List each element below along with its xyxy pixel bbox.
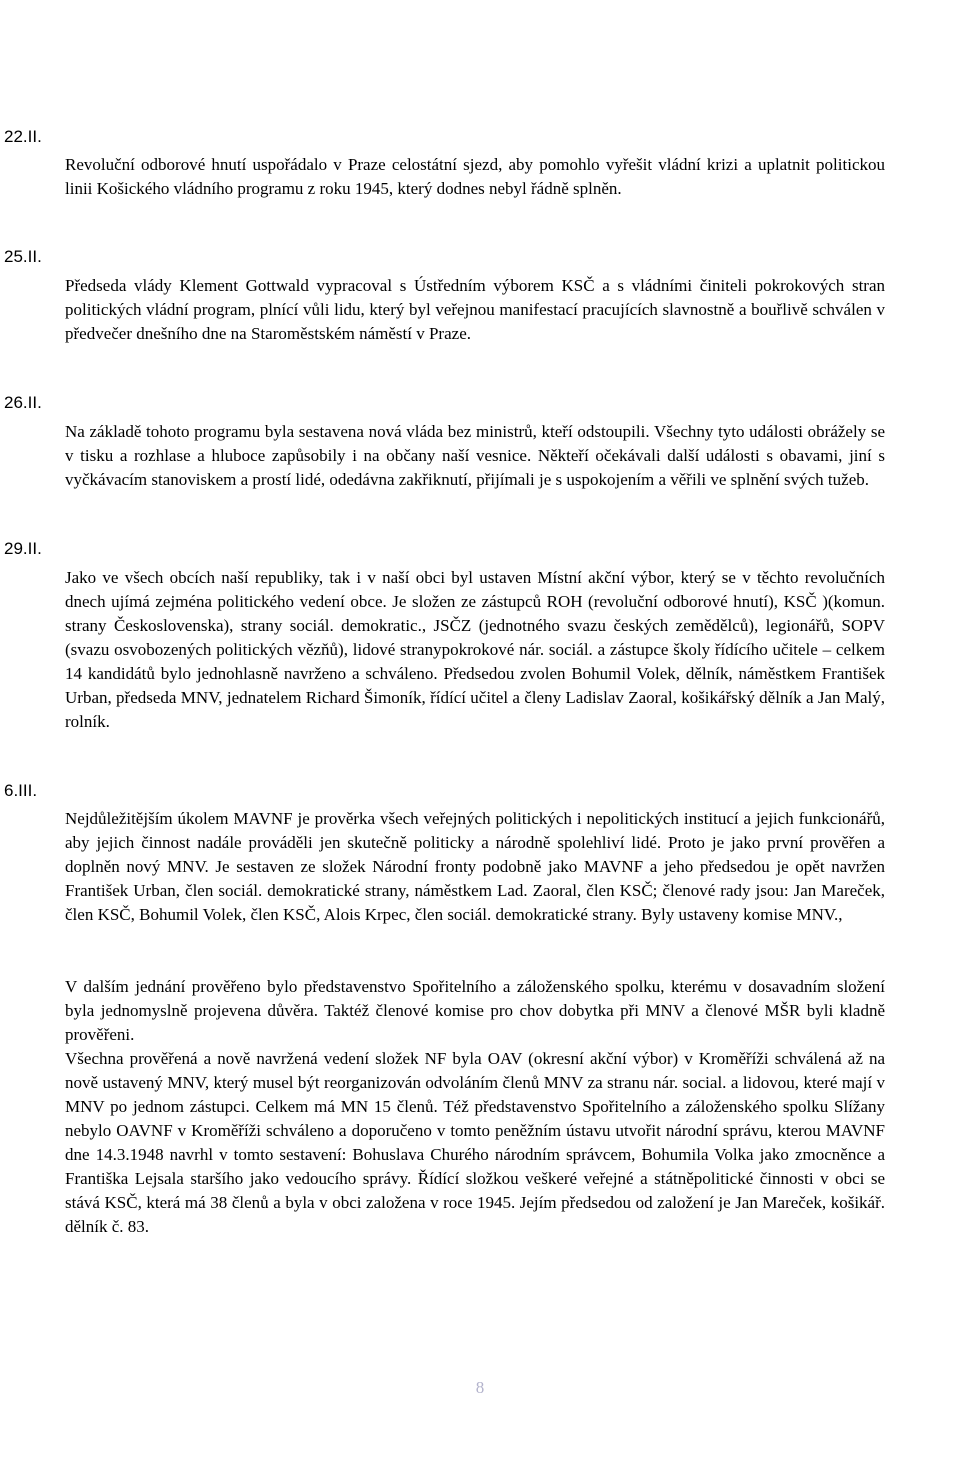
- entry-date: 22.II.: [4, 127, 42, 146]
- entry-paragraph: Všechna prověřená a nově navržená vedení složek NF byla OAV (okresní akční výbor) v Kroměříži schválená až na nově ustavený MNV, který musel být reorganizován odvoláním členů MNV za stranu nár. social. a lidovou, které mají v MNV po jednom zástupci. Celkem má MN 15 členů. Též představenstvo Spořitelního a záloženského spolku Slížany nebylo OAVNF v Kroměříži schváleno a doporučeno v tomto peněžním ústavu utvořit národní správu, kterou MAVNF dne 14.3.1948 navrhl v tomto sestavení: Bohuslava Churého národním správcem, Bohumila Volka jako zmocněnce a Františka Lejsala staršího jako vedoucího správy. Řídící složkou veškeré veřejné a státněpolitické činnosti v obci se stává KSČ, která má 38 členů a byla v obci založena v roce 1945. Jejím předsedou od založení je Jan Mareček, košikář. dělník č. 83.: [65, 1049, 885, 1236]
- page-number: 8: [475, 1378, 485, 1397]
- entry-paragraph: Předseda vlády Klement Gottwald vypracoval s Ústředním výborem KSČ a s vládními činiteli pokrokových stran politických vládní program, plnící vůli lidu, který byl veřejnou manifestací pracujících slavnostně a bouřlivě schválen v předvečer dnešního dne na Staroměstském náměstí v Praze.: [65, 276, 885, 343]
- entry-paragraph: Revoluční odborové hnutí uspořádalo v Praze celostátní sjezd, aby pomohlo vyřešit vládní krizi a uplatnit politickou linii Košického vládního programu z roku 1945, který dodnes nebyl řádně splněn.: [65, 155, 885, 198]
- entry-date: 26.II.: [4, 393, 42, 412]
- entry-paragraph: V dalším jednání prověřeno bylo představenstvo Spořitelního a záloženského spolku, kterému v dosavadním složení byla jednomyslně projevena důvěra. Taktéž členové komise pro chov dobytka při MNV a členové MŠR byli kladně prověřeni.: [65, 977, 885, 1044]
- entry-paragraph: Jako ve všech obcích naší republiky, tak i v naší obci byl ustaven Místní akční výbor, který se v těchto revolučních dnech ujímá zejména politického vedení obce. Je složen ze zástupců ROH (revoluční odborové hnutí), KSČ )(komun. strany Československa), strany sociál. demokratic., JSČZ (jednotného svazu českých zemědělců), legionářů, SOPV (svazu osvobozených politických vězňů), lidové stranypokrokové nár. sociál. a zástupce školy řídícího učitele – celkem 14 kandidátů bylo jednohlasně navrženo a schváleno. Předsedou zvolen Bohumil Volek, dělník, náměstkem František Urban, předseda MNV, jednatelem Richard Šimoník, řídící učitel a členy Ladislav Zaoral, košikářský dělník a Jan Malý, rolník.: [65, 568, 885, 731]
- entry-paragraph: Na základě tohoto programu byla sestavena nová vláda bez ministrů, kteří odstoupili. Všechny tyto události obrážely se v tisku a rozhlase a hluboce zapůsobily i na občany naší vesnice. Někteří očekávali další události s obavami, jiní s vyčkávacím stanoviskem a prostí lidé, odedávna zakřiknutí, přijímali je s uspokojením a věřili ve splnění svých tužeb.: [65, 422, 885, 489]
- entry-date: 25.II.: [4, 247, 42, 266]
- entry-date: 6.III.: [4, 781, 38, 800]
- entry-date: 29.II.: [4, 539, 42, 558]
- entry-paragraph: Nejdůležitějším úkolem MAVNF je prověrka všech veřejných politických i nepolitických institucí a jejich funkcionářů, aby jejich činnost nadále prováděli jen skutečně politicky a národně spolehliví lidé. Proto je jako první prověřen a doplněn nový MNV. Je sestaven ze složek Národní fronty podobně jako MAVNF a jeho předsedou je opět navržen František Urban, člen sociál. demokratické strany, náměstkem Lad. Zaoral, člen KSČ; členové rady jsou: Jan Mareček, člen KSČ, Bohumil Volek, člen KSČ, Alois Krpec, člen sociál. demokratické strany. Byly ustaveny komise MNV.,: [65, 809, 885, 924]
